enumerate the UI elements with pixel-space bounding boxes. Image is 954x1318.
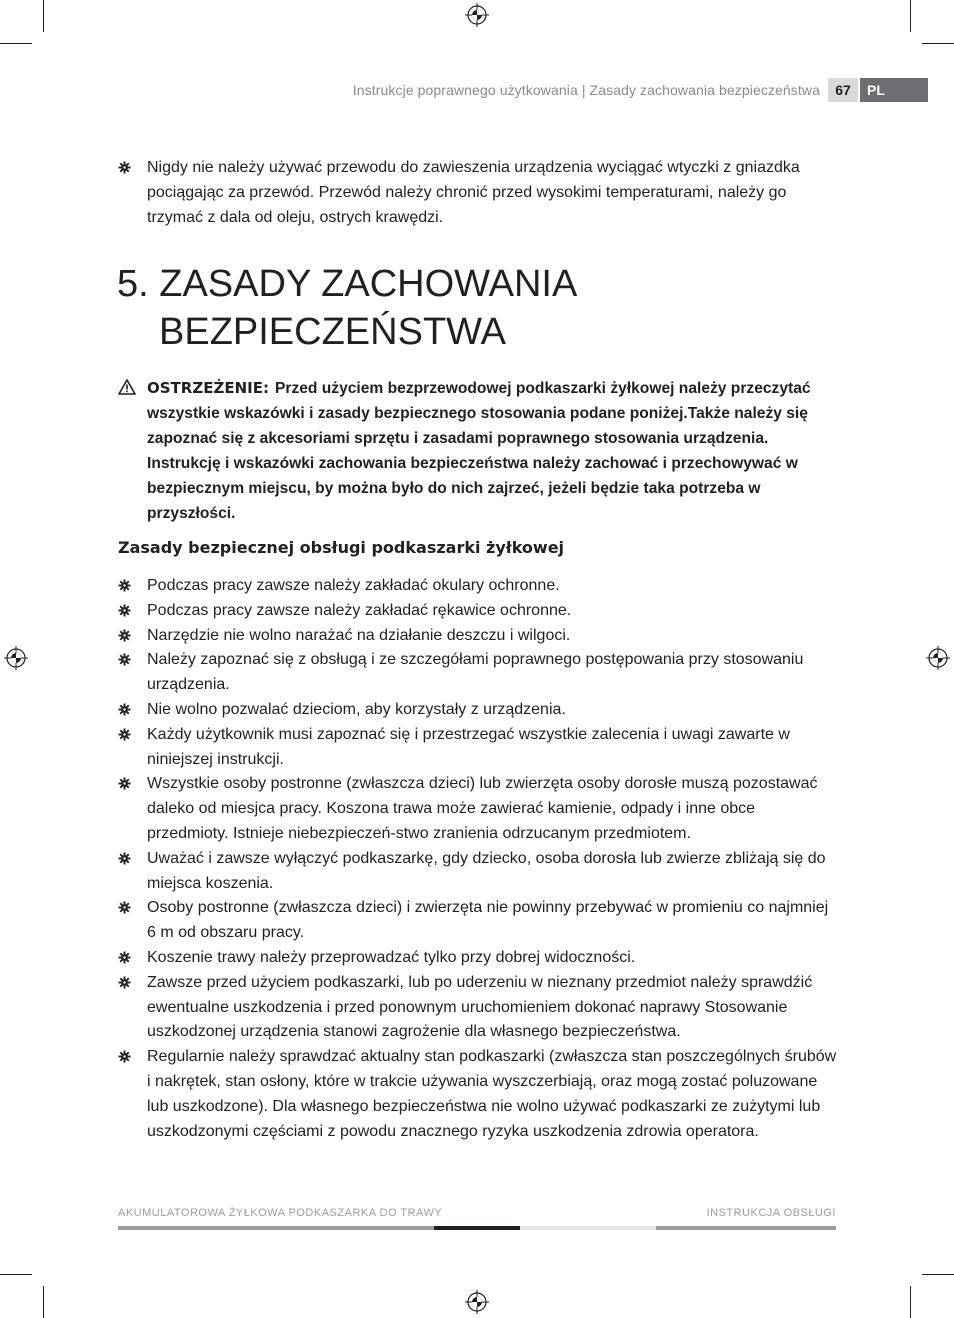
gear-bullet-icon xyxy=(118,604,131,617)
footer-document-type: INSTRUKCJA OBSŁUGI xyxy=(706,1207,836,1219)
gear-bullet-icon xyxy=(118,653,131,666)
page-number: 67 xyxy=(828,78,858,102)
list-item xyxy=(118,847,838,897)
intro-bullet-list xyxy=(118,156,838,230)
section-title xyxy=(117,260,577,356)
list-item xyxy=(118,648,838,698)
bullet-text: Podczas pracy zawsze należy zakładać rękawice ochronne. xyxy=(147,601,572,619)
bullet-text: Regularnie należy sprawdzać aktualny stan podkaszarki (zwłaszcza stan poszczególnych śrubów i nakrętek, stan osłony, które w trakcie używania wyszczerbiają, oraz mogą zostać poluzowane lub uszkodzone). Dla własnego bezpieczeństwa nie wolno używać podkaszarki ze zużytymi lub uszkodzonymi częściami z powodu znacznego ryzyka uszkodzenia zdrowia operatora. xyxy=(147,1048,837,1140)
gear-bullet-icon xyxy=(118,852,131,865)
bullet-text: Nigdy nie należy używać przewodu do zawieszenia urządzenia wyciągać wtyczki z gniazdka pociągając za przewód. Przewód należy chronić przed wysokimi temperaturami, należy go trzymać z dala od oleju, ostrych krawędzi. xyxy=(147,159,800,226)
crop-mark xyxy=(910,1286,911,1318)
list-item xyxy=(118,624,838,649)
gear-bullet-icon xyxy=(118,777,131,790)
list-item xyxy=(118,946,838,971)
list-item xyxy=(118,971,838,1045)
crop-mark xyxy=(43,1286,44,1318)
footer-rule-light xyxy=(520,1226,656,1230)
warning-block xyxy=(118,376,838,526)
list-item xyxy=(118,156,838,230)
footer-rule-dark xyxy=(434,1226,520,1230)
safety-bullet-list xyxy=(118,574,838,1144)
gear-bullet-icon xyxy=(118,976,131,989)
bullet-text: Podczas pracy zawsze należy zakładać okulary ochronne. xyxy=(147,577,560,594)
registration-mark-icon xyxy=(4,646,28,670)
bullet-text: Wszystkie osoby postronne (zwłaszcza dzieci) lub zwierzęta osoby dorosłe muszą pozostawać daleko od miesjca pracy. Koszona trawa może zawierać kamienie, odpady i inne obce przedmioty. Istnieje niebezpieczeń-stwo zranienia odrzucanym przedmiotem. xyxy=(147,775,818,842)
section-title-line2: BEZPIECZEŃSTWA xyxy=(159,311,506,353)
crop-mark xyxy=(43,0,44,32)
crop-mark xyxy=(910,0,911,32)
bullet-text: Zawsze przed użyciem podkaszarki, lub po uderzeniu w nieznany przedmiot należy sprawdźić ewentualne uszkodzenia i przed ponownym uruchomieniem dokonać naprawy Stosowanie uszkodzonej urządzenia stanowi zagrożenie dla własnego bezpieczeństwa. xyxy=(147,973,813,1041)
bullet-text: Należy zapoznać się z obsługą i ze szczegółami poprawnego postępowania przy stosowaniu urządzenia. xyxy=(147,651,804,694)
gear-bullet-icon xyxy=(118,579,131,592)
warning-triangle-icon xyxy=(118,379,136,395)
running-header: Instrukcje poprawnego użytkowania | Zasady zachowania bezpieczeństwa xyxy=(352,82,820,98)
gear-bullet-icon xyxy=(118,161,131,174)
warning-text: Przed użyciem bezprzewodowej podkaszarki żyłkowej należy przeczytać wszystkie wskazówki i zasady bezpiecznego stosowania podane poniżej.Także należy się zapoznać się z akcesoriami sprzętu i zasadami poprawnego stosowania urządzenia. Instrukcję i wskazówki zachowania bezpieczeństwa należy zachować i przechowywać w bezpiecznym miejscu, by można było do nich zajrzeć, jeżeli będzie taka potrzeba w przyszłości. xyxy=(147,380,811,522)
crop-mark xyxy=(922,1274,954,1275)
gear-bullet-icon xyxy=(118,728,131,741)
list-item xyxy=(118,772,838,846)
footer-rule-mid xyxy=(656,1226,836,1230)
footer-product-name: AKUMULATOROWA ŻYŁKOWA PODKASZARKA DO TRAWY xyxy=(118,1207,443,1219)
bullet-text: Koszenie trawy należy przeprowadzać tylko przy dobrej widoczności. xyxy=(147,948,636,966)
list-item xyxy=(118,1045,838,1144)
gear-bullet-icon xyxy=(118,901,131,914)
registration-mark-icon xyxy=(465,1290,489,1314)
list-item xyxy=(118,574,838,599)
crop-mark xyxy=(0,43,32,44)
list-item xyxy=(118,896,838,946)
language-tab: PL xyxy=(860,78,928,102)
bullet-text: Nie wolno pozwalać dzieciom, aby korzystały z urządzenia. xyxy=(147,700,566,718)
footer-rule-gray xyxy=(118,1226,434,1230)
bullet-text: Każdy użytkownik musi zapoznać się i przestrzegać wszystkie zalecenia i uwagi zawarte w niniejszej instrukcji. xyxy=(147,725,790,768)
crop-mark xyxy=(922,43,954,44)
bullet-text: Uważać i zawsze wyłączyć podkaszarkę, gdy dziecko, osoba dorosła lub zwierze zbliżają się do miejsca koszenia. xyxy=(147,849,826,892)
registration-mark-icon xyxy=(465,3,489,27)
subheading: Zasady bezpiecznej obsługi podkaszarki żyłkowej xyxy=(118,538,565,557)
warning-label: OSTRZEŻENIE: xyxy=(147,379,269,397)
gear-bullet-icon xyxy=(118,1050,131,1063)
registration-mark-icon xyxy=(926,646,950,670)
list-item xyxy=(118,599,838,624)
gear-bullet-icon xyxy=(118,703,131,716)
bullet-text: Osoby postronne (zwłaszcza dzieci) i zwierzęta nie powinny przebywać w promieniu co najmniej 6 m od obszaru pracy. xyxy=(147,899,829,942)
crop-mark xyxy=(0,1274,32,1275)
list-item xyxy=(118,698,838,723)
bullet-text: Narzędzie nie wolno narażać na działanie deszczu i wilgoci. xyxy=(147,626,571,644)
list-item xyxy=(118,723,838,773)
gear-bullet-icon xyxy=(118,629,131,642)
gear-bullet-icon xyxy=(118,951,131,964)
section-title-line1: 5. ZASADY ZACHOWANIA xyxy=(117,263,578,305)
